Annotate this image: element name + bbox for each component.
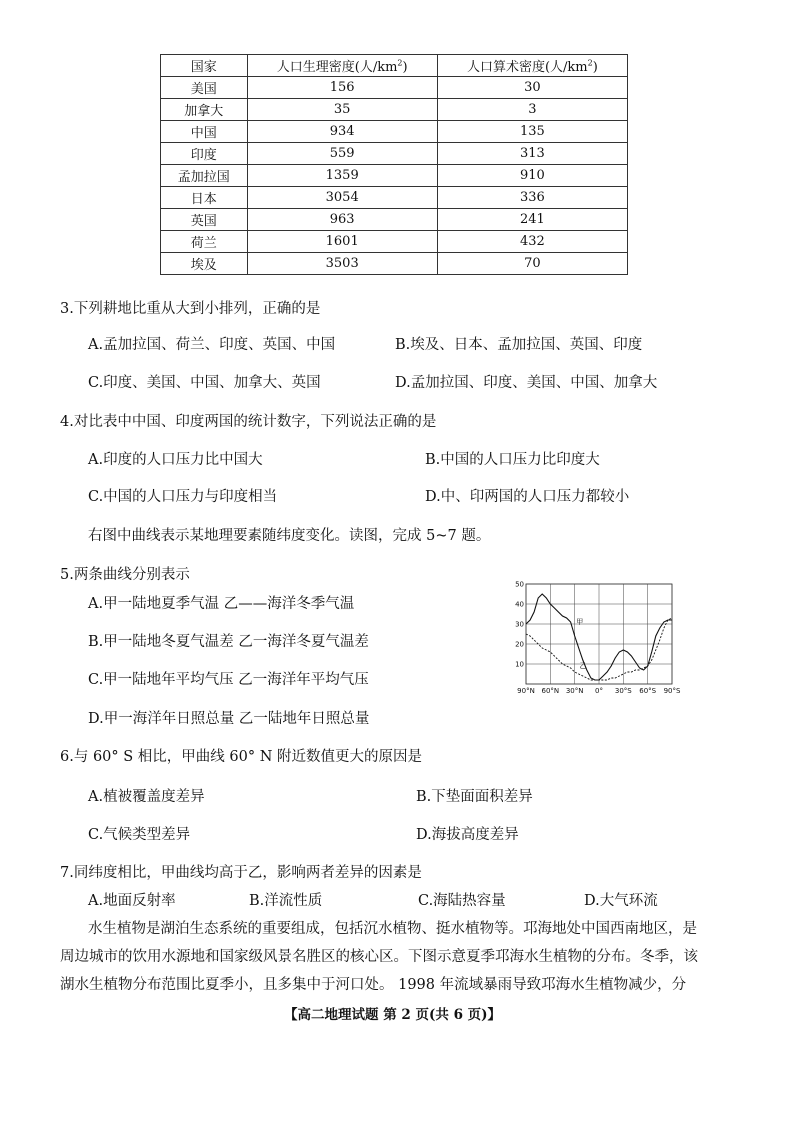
row-country: 美国: [161, 77, 248, 99]
row-physiological-density: 1359: [247, 165, 437, 187]
table-row: [161, 121, 628, 143]
population-density-table: [160, 54, 628, 275]
row-arithmetic-density: 3: [437, 99, 627, 121]
chart-x-axis: [517, 687, 681, 695]
question-7-option-c: C.海陆热容量: [418, 893, 506, 909]
y-tick-label: 40: [515, 600, 524, 609]
x-tick-label: 30°S: [614, 687, 632, 695]
question-6-option-a: A.植被覆盖度差异: [88, 789, 205, 805]
question-7-option-b: B.洋流性质: [249, 893, 323, 909]
chart-y-axis: [515, 581, 524, 669]
row-physiological-density: 1601: [247, 231, 437, 253]
question-4-option-b: B.中国的人口压力比印度大: [425, 452, 600, 468]
questions-5-7-intro: 右图中曲线表示某地理要素随纬度变化。读图，完成 5~7 题。: [88, 528, 491, 544]
header-country: 国家: [161, 55, 248, 77]
table-row: [161, 143, 628, 165]
row-arithmetic-density: 30: [437, 77, 627, 99]
y-tick-label: 10: [515, 660, 524, 669]
row-physiological-density: 963: [247, 209, 437, 231]
row-country: 埃及: [161, 253, 248, 275]
series-label-yi: 乙: [579, 662, 587, 670]
table-row: [161, 165, 628, 187]
row-arithmetic-density: 910: [437, 165, 627, 187]
table-body: [161, 77, 628, 275]
row-arithmetic-density: 336: [437, 187, 627, 209]
row-country: 加拿大: [161, 99, 248, 121]
table-row: [161, 231, 628, 253]
row-physiological-density: 934: [247, 121, 437, 143]
row-country: 孟加拉国: [161, 165, 248, 187]
row-country: 荷兰: [161, 231, 248, 253]
question-7-stem: 7.同纬度相比，甲曲线均高于乙，影响两者差异的因素是: [60, 865, 422, 881]
row-arithmetic-density: 313: [437, 143, 627, 165]
question-3-option-d: D.孟加拉国、印度、美国、中国、加拿大: [395, 375, 658, 391]
question-4-option-d: D.中、印两国的人口压力都较小: [425, 489, 630, 505]
question-3-stem: 3.下列耕地比重从大到小排列，正确的是: [60, 301, 321, 317]
question-5-option-a: A.甲一陆地夏季气温 乙——海洋冬季气温: [88, 596, 355, 612]
series-label-jia: 甲: [576, 618, 584, 626]
row-physiological-density: 3054: [247, 187, 437, 209]
question-5-stem: 5.两条曲线分别表示: [60, 567, 190, 583]
row-arithmetic-density: 241: [437, 209, 627, 231]
header-physiological-density: 人口生理密度(人$/km^2$): [247, 55, 437, 77]
question-7-option-d: D.大气环流: [584, 893, 658, 909]
x-tick-label: 90°S: [663, 687, 681, 695]
table-row: [161, 253, 628, 275]
table-row: [161, 187, 628, 209]
x-tick-label: 60°N: [541, 687, 560, 695]
row-arithmetic-density: 70: [437, 253, 627, 275]
y-tick-label: 50: [515, 580, 524, 589]
latitude-variation-chart: [510, 578, 688, 700]
row-country: 印度: [161, 143, 248, 165]
row-arithmetic-density: 135: [437, 121, 627, 143]
x-tick-label: 60°S: [639, 687, 657, 695]
question-5-option-c: C.甲一陆地年平均气压 乙一海洋年平均气压: [88, 672, 369, 688]
header-arithmetic-density: 人口算术密度(人$/km^2$): [437, 55, 627, 77]
question-3-option-c: C.印度、美国、中国、加拿大、英国: [88, 375, 321, 391]
table-row: [161, 209, 628, 231]
passage-line-1: 水生植物是湖泊生态系统的重要组成，包括沉水植物、挺水植物等。邛海地处中国西南地区，是: [88, 921, 697, 937]
x-tick-label: 0°: [595, 687, 603, 695]
row-country: 中国: [161, 121, 248, 143]
question-6-option-c: C.气候类型差异: [88, 827, 191, 843]
question-7-option-a: A.地面反射率: [88, 893, 176, 909]
row-arithmetic-density: 432: [437, 231, 627, 253]
question-4-option-c: C.中国的人口压力与印度相当: [88, 489, 278, 505]
x-tick-label: 90°N: [517, 687, 535, 695]
table-row: [161, 99, 628, 121]
row-physiological-density: 156: [247, 77, 437, 99]
question-5-option-d: D.甲一海洋年日照总量 乙一陆地年日照总量: [88, 711, 370, 727]
row-physiological-density: 3503: [247, 253, 437, 275]
chart-grid: [526, 584, 672, 684]
page-footer: 【高二地理试题 第 2 页(共 6 页)】: [284, 1007, 502, 1023]
y-tick-label: 30: [515, 620, 524, 629]
row-physiological-density: 35: [247, 99, 437, 121]
question-3-option-a: A.孟加拉国、荷兰、印度、英国、中国: [88, 337, 336, 353]
question-5-option-b: B.甲一陆地冬夏气温差 乙一海洋冬夏气温差: [88, 634, 369, 650]
question-4-stem: 4.对比表中中国、印度两国的统计数字，下列说法正确的是: [60, 414, 437, 430]
question-6-stem: 6.与 60° S 相比，甲曲线 60° N 附近数值更大的原因是: [60, 749, 423, 765]
table-row: [161, 77, 628, 99]
row-physiological-density: 559: [247, 143, 437, 165]
y-tick-label: 20: [515, 640, 524, 649]
x-tick-label: 30°N: [565, 687, 584, 695]
row-country: 英国: [161, 209, 248, 231]
question-4-option-a: A.印度的人口压力比中国大: [88, 452, 263, 468]
question-6-option-b: B.下垫面面积差异: [416, 789, 533, 805]
passage-line-3: 湖水生植物分布范围比夏季小，且多集中于河口处。 1998 年流域暴雨导致邛海水生植物减少，分: [60, 977, 687, 993]
question-6-option-d: D.海拔高度差异: [416, 827, 519, 843]
question-3-option-b: B.埃及、日本、孟加拉国、英国、印度: [395, 337, 643, 353]
table-header-row: [161, 55, 628, 77]
passage-line-2: 周边城市的饮用水源地和国家级风景名胜区的核心区。下图示意夏季邛海水生植物的分布。冬季，该: [60, 949, 698, 965]
row-country: 日本: [161, 187, 248, 209]
